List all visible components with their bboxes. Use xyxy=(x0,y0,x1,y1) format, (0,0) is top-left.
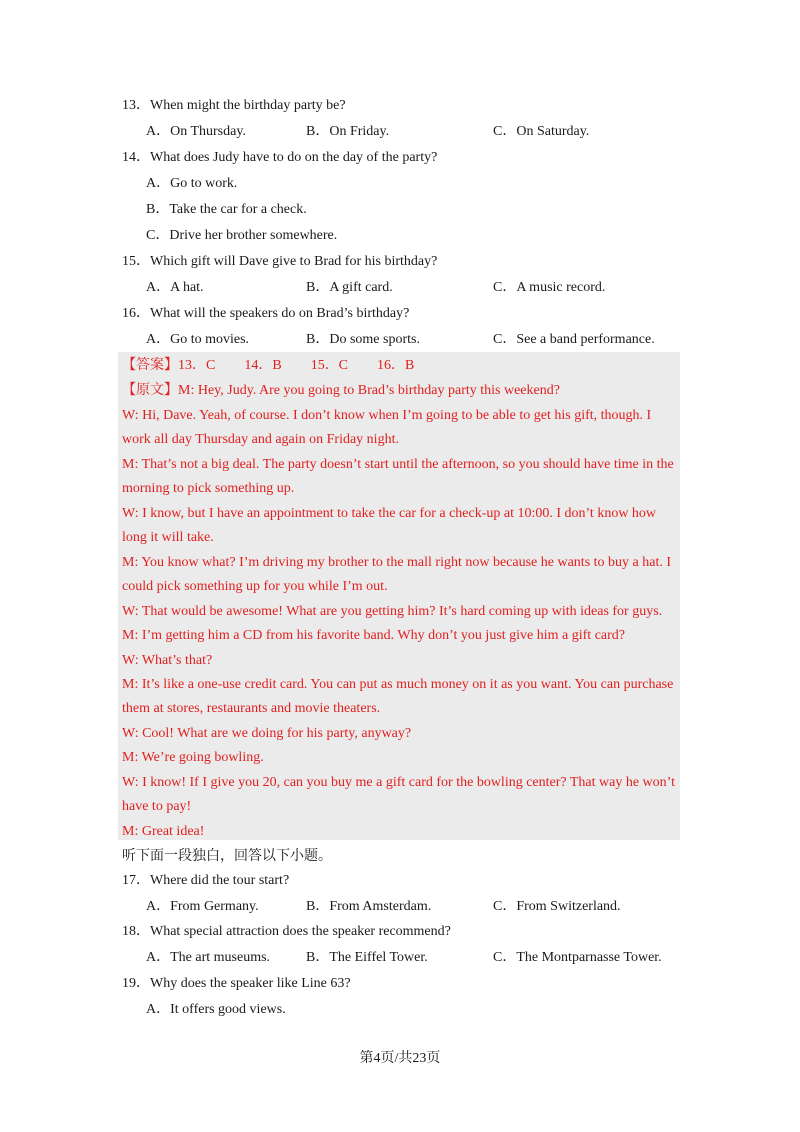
question-16-option-b: B．Do some sports. xyxy=(306,332,420,347)
question-15-stem: 15．Which gift will Dave give to Brad for his birthday? xyxy=(122,254,438,269)
question-13-option-c: C．On Saturday. xyxy=(493,124,590,139)
transcript-line: W: I know! If I give you 20, can you buy me a gift card for the bowling center? That way he won’t xyxy=(122,775,675,790)
transcript-line: M: That’s not a big deal. The party doesn’t start until the afternoon, so you should have time in the xyxy=(122,457,674,472)
transcript-first-line xyxy=(122,381,560,401)
transcript-line: M: Great idea! xyxy=(122,824,205,839)
transcript-line: morning to pick something up. xyxy=(122,481,295,496)
question-15-option-c: C．A music record. xyxy=(493,280,606,295)
transcript-line: M: Hey, Judy. Are you going to Brad’s birthday party this weekend? xyxy=(178,383,560,398)
page-number: 第4页/共23页 xyxy=(359,1051,441,1066)
answer-item: 13．C xyxy=(178,358,216,373)
answer-item: 15．C xyxy=(310,358,349,373)
question-13-option-a: A．On Thursday. xyxy=(146,124,246,139)
transcript-line: M: It’s like a one-use credit card. You can put as much money on it as you want. You can purchase xyxy=(122,677,674,692)
question-19-option-a: A．It offers good views. xyxy=(146,1002,286,1017)
section-instruction: 听下面一段独白，回答以下小题。 xyxy=(122,849,332,864)
question-14-option-c: C．Drive her brother somewhere. xyxy=(146,228,338,243)
transcript-line: them at stores, restaurants and movie theaters. xyxy=(122,701,381,716)
transcript-line: M: You know what? I’m driving my brother to the mall right now because he wants to buy a hat. I xyxy=(122,555,672,570)
transcript-line: M: I’m getting him a CD from his favorite band. Why don’t you just give him a gift card? xyxy=(122,628,626,643)
answer-item: 16．B xyxy=(377,358,415,373)
question-13-stem: 13．When might the birthday party be? xyxy=(122,98,346,113)
question-14-option-b: B．Take the car for a check. xyxy=(146,202,307,217)
transcript-line: have to pay! xyxy=(122,799,192,814)
transcript-line: work all day Thursday and again on Friday night. xyxy=(122,432,399,447)
transcript-line: long it will take. xyxy=(122,530,214,545)
transcript-line: W: I know, but I have an appointment to take the car for a check-up at 10:00. I don’t know how xyxy=(122,506,657,521)
transcript-label: 【原文】 xyxy=(122,383,178,398)
question-14-stem: 14．What does Judy have to do on the day of the party? xyxy=(122,150,438,165)
question-19-stem: 19．Why does the speaker like Line 63? xyxy=(122,976,351,991)
question-17-option-b: B．From Amsterdam. xyxy=(306,899,432,914)
question-16-option-c: C．See a band performance. xyxy=(493,332,655,347)
answer-item: 14．B xyxy=(244,358,282,373)
question-13-option-b: B．On Friday. xyxy=(306,124,390,139)
question-17-option-c: C．From Switzerland. xyxy=(493,899,621,914)
question-16-option-a: A．Go to movies. xyxy=(146,332,250,347)
question-14-option-a: A．Go to work. xyxy=(146,176,238,191)
transcript-line: W: Cool! What are we doing for his party, anyway? xyxy=(122,726,412,741)
answer-line xyxy=(122,356,414,376)
question-17-option-a: A．From Germany. xyxy=(146,899,259,914)
question-17-stem: 17．Where did the tour start? xyxy=(122,873,290,888)
question-18-stem: 18．What special attraction does the speaker recommend? xyxy=(122,924,451,939)
question-15-option-a: A．A hat. xyxy=(146,280,204,295)
question-18-option-c: C．The Montparnasse Tower. xyxy=(493,950,662,965)
answer-label: 【答案】 xyxy=(122,358,178,373)
question-15-option-b: B．A gift card. xyxy=(306,280,393,295)
transcript-line: W: That would be awesome! What are you getting him? It’s hard coming up with ideas for guys. xyxy=(122,604,663,619)
question-18-option-a: A．The art museums. xyxy=(146,950,271,965)
transcript-line: M: We’re going bowling. xyxy=(122,750,264,765)
transcript-line: W: What’s that? xyxy=(122,653,213,668)
transcript-line: could pick something up for you while I’m out. xyxy=(122,579,388,594)
question-18-option-b: B．The Eiffel Tower. xyxy=(306,950,428,965)
question-16-stem: 16．What will the speakers do on Brad’s birthday? xyxy=(122,306,410,321)
transcript-line: W: Hi, Dave. Yeah, of course. I don’t know when I’m going to be able to get his gift, though. I xyxy=(122,408,652,423)
